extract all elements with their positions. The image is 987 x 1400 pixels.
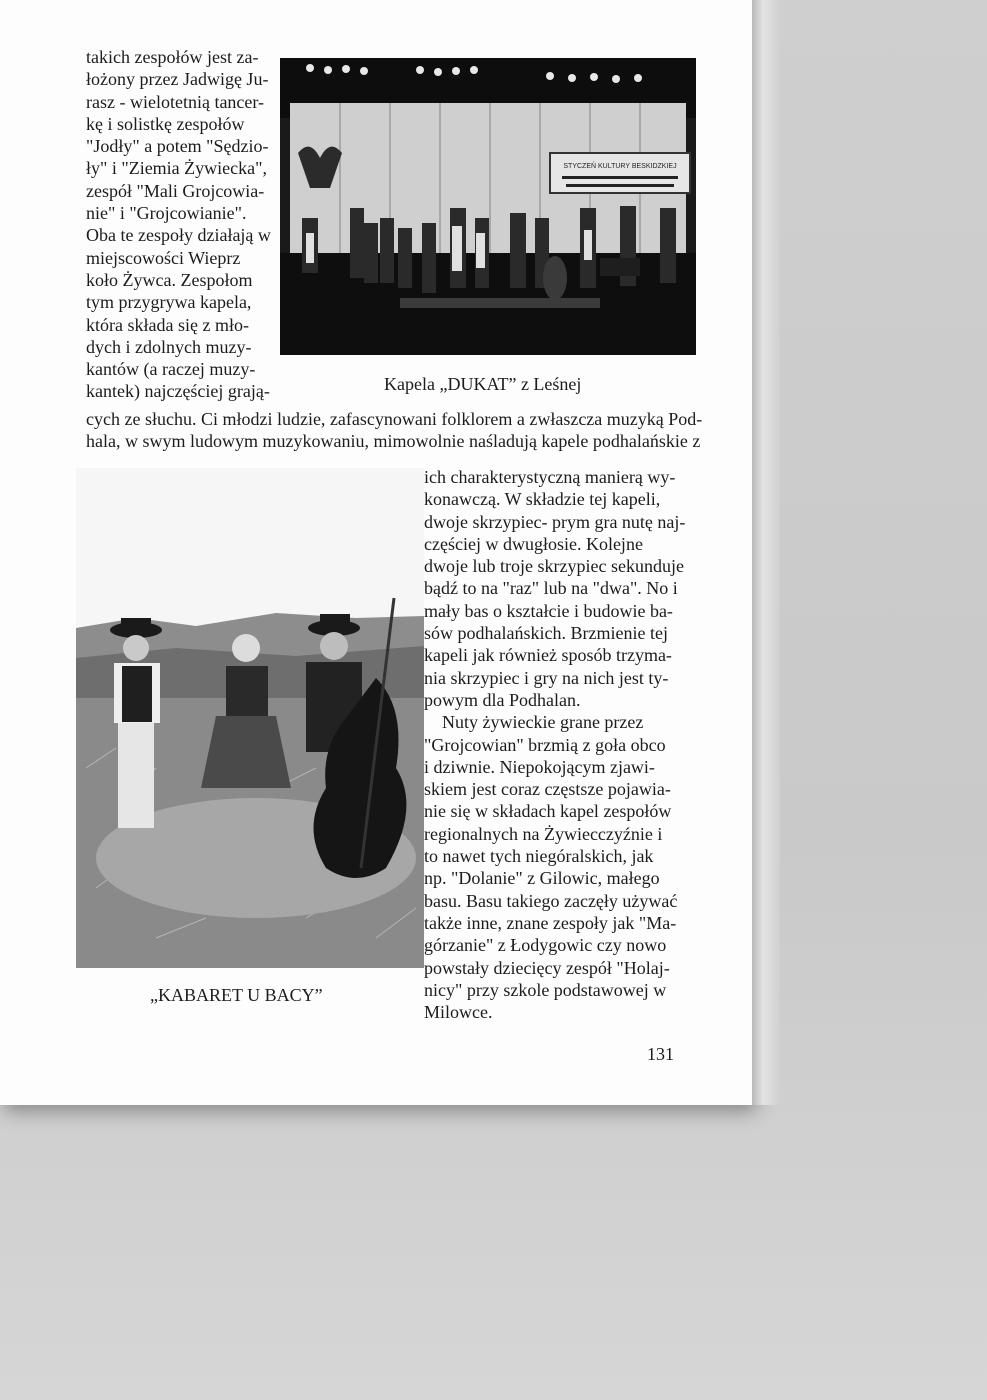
text-line: dwoje lub troje skrzypiec sekunduje <box>424 556 684 577</box>
stage-banner-text: STYCZEŃ KULTURY BESKIDZKIEJ <box>563 163 677 170</box>
text-line: konawczą. W składzie tej kapeli, <box>424 489 661 510</box>
page-edge <box>752 0 780 1105</box>
text-line: łożony przez Jadwigę Ju- <box>86 69 269 90</box>
text-line: Nuty żywieckie grane przez <box>442 712 644 733</box>
text-line: częściej w dwugłosie. Kolejne <box>424 533 643 554</box>
text-line: zespół "Mali Grojcowia- <box>86 180 265 201</box>
photo-kabaret-u-bacy <box>76 468 424 968</box>
text-line: takich zespołów jest za- <box>86 47 259 67</box>
page-number: 131 <box>647 1044 674 1064</box>
stage-photo-illustration <box>280 58 696 355</box>
text-line: kapeli jak również sposób trzyma- <box>424 645 672 666</box>
text-line: dwoje skrzypiec- prym gra nutę naj- <box>424 511 686 532</box>
text-line: sów podhalańskich. Brzmienie tej <box>424 623 668 644</box>
text-line: ich charakterystyczną manierą wy- <box>424 467 676 487</box>
text-line: nicy" przy szkole podstawowej w <box>424 979 667 1000</box>
photo-kapela-dukat <box>280 58 696 355</box>
text-line: dych i zdolnych muzy- <box>86 336 252 357</box>
text-line: miejscowości Wieprz <box>86 247 241 268</box>
text-line: powym dla Podhalan. <box>424 689 581 710</box>
text-line: regionalnych na Żywiecczyźnie i <box>424 823 663 844</box>
text-line: mały bas o kształcie i budowie ba- <box>424 600 673 621</box>
text-line: bądź to na "raz" lub na "dwa". No i <box>424 578 678 599</box>
text-line: górzanie" z Łodygowic czy nowo <box>424 935 667 956</box>
text-line: koło Żywca. Zespołom <box>86 269 253 290</box>
text-line: rasz - wielotetnią tancer- <box>86 91 265 112</box>
text-line: nie się w składach kapel zespołów <box>424 801 672 822</box>
text-line: tym przygrywa kapela, <box>86 292 252 313</box>
caption-top-photo: Kapela „DUKAT” z Leśnej <box>384 374 582 394</box>
text-column-top <box>86 46 271 403</box>
text-line: Milowce. <box>424 1002 493 1023</box>
text-line: nie" i "Grojcowianie". <box>86 203 247 224</box>
text-line: powstały dziecięcy zespół "Holaj- <box>424 957 670 978</box>
text-line: "Grojcowian" brzmią z goła obco <box>424 734 666 755</box>
text-column-right <box>424 466 685 1023</box>
text-line: cych ze słuchu. Ci młodzi ludzie, zafascynowani folklorem a zwłaszcza muzyką Pod- <box>86 409 703 429</box>
text-line: nia skrzypiec i gry na nich jest ty- <box>424 667 669 688</box>
text-line: kantów (a raczej muzy- <box>86 359 256 380</box>
text-line: kę i solistkę zespołów <box>86 113 245 134</box>
text-line: ły" i "Ziemia Żywiecka", <box>86 158 267 179</box>
text-line: "Jodły" a potem "Sędzio- <box>86 136 269 157</box>
text-line: Oba te zespoły działają w <box>86 225 271 246</box>
text-line: i dziwnie. Niepokojącym zjawi- <box>424 756 655 777</box>
text-line: kantek) najczęściej grają- <box>86 381 270 402</box>
text-line: to nawet tych niegóralskich, jak <box>424 846 654 867</box>
caption-bottom-photo: „KABARET U BACY” <box>150 985 323 1005</box>
outdoor-photo-illustration <box>76 468 424 968</box>
text-line: hala, w swym ludowym muzykowaniu, mimowolnie naśladują kapele podhalańskie z <box>86 431 701 452</box>
text-fullwidth <box>86 408 702 453</box>
text-line: skiem jest coraz częstsze pojawia- <box>424 779 671 800</box>
text-line: która składa się z mło- <box>86 314 249 335</box>
text-line: basu. Basu takiego zaczęły używać <box>424 890 678 911</box>
text-line: także inne, znane zespoły jak "Ma- <box>424 912 677 933</box>
text-line: np. "Dolanie" z Gilowic, małego <box>424 868 660 889</box>
